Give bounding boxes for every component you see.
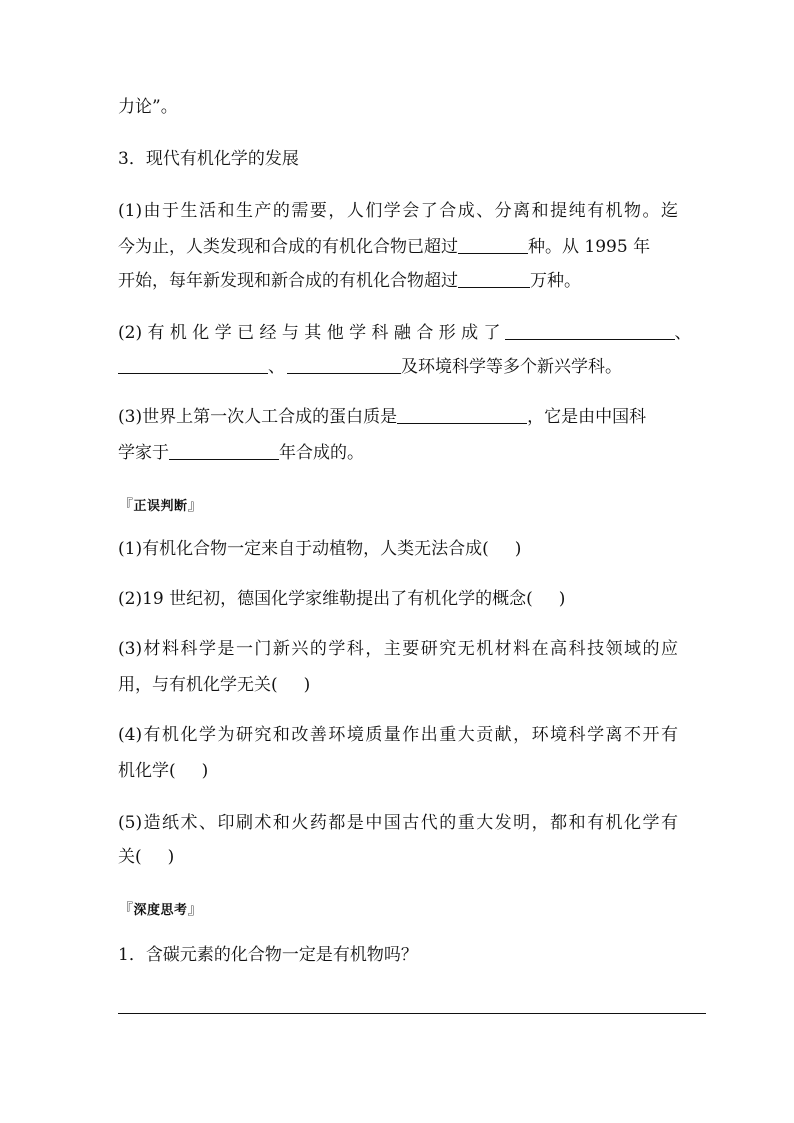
judge-item-1 xyxy=(118,538,521,560)
judge-item-3-line-1: (3)材料科学是一门新兴的学科，主要研究无机材料在高科技领域的应 xyxy=(118,639,678,659)
think-question-1: 1．含碳元素的化合物一定是有机物吗？ xyxy=(118,945,418,965)
judge-item-5-text: 关( xyxy=(118,847,142,867)
answer-blank-protein-name[interactable] xyxy=(397,406,527,424)
fill-item-3-line-1 xyxy=(118,406,646,428)
judge-item-5-line-2 xyxy=(118,846,174,868)
section-heading: 3．现代有机化学的发展 xyxy=(118,149,299,169)
think-badge-open: 『 xyxy=(118,900,134,918)
judge-item-2 xyxy=(118,588,565,610)
fill-item-1-line-3 xyxy=(118,270,581,292)
answer-blank-yearly-count[interactable] xyxy=(458,270,530,288)
fill-item-3-line-2-tail: 年合成的。 xyxy=(279,443,364,463)
fill-item-2-line-1-tail: 、 xyxy=(674,323,692,343)
judge-item-3-paren-close: ) xyxy=(303,675,311,695)
think-badge-label: 深度思考 xyxy=(133,903,188,918)
fill-item-1-line-3-tail: 万种。 xyxy=(530,271,581,291)
fill-item-3-line-2-text: 学家于 xyxy=(118,443,169,463)
judge-item-4-line-1: (4)有机化学为研究和改善环境质量作出重大贡献，环境科学离不开有 xyxy=(118,725,678,745)
judge-item-2-text: (2)19 世纪初，德国化学家维勒提出了有机化学的概念( xyxy=(118,589,533,609)
think-badge-close: 』 xyxy=(187,900,204,918)
judge-item-1-text: (1)有机化合物一定来自于动植物，人类无法合成( xyxy=(118,539,489,559)
answer-blank-synthesis-year[interactable] xyxy=(169,442,279,460)
intro-tail-text: 力论”。 xyxy=(118,97,178,117)
fill-item-1-line-2-text: 今为止，人类发现和合成的有机化合物已超过 xyxy=(118,237,458,257)
fill-item-1-line-1: (1)由于生活和生产的需要，人们学会了合成、分离和提纯有机物。迄 xyxy=(118,201,678,221)
fill-item-2-line-2 xyxy=(118,356,622,378)
fill-item-2-line-1-text: (2) 有 机 化 学 已 经 与 其 他 学 科 融 合 形 成 了 xyxy=(118,323,501,343)
judge-badge-close: 』 xyxy=(187,496,204,514)
judge-item-4-text: 机化学( xyxy=(118,761,176,781)
fill-item-2-line-1 xyxy=(118,322,692,344)
judge-item-4-paren-close: ) xyxy=(201,761,209,781)
judge-item-5-line-1: (5)造纸术、印刷术和火药都是中国古代的重大发明，都和有机化学有 xyxy=(118,813,678,833)
judge-item-2-paren-close: ) xyxy=(558,589,566,609)
answer-blank-discipline-3[interactable] xyxy=(287,356,401,374)
judge-item-3-text: 用，与有机化学无关( xyxy=(118,675,278,695)
fill-item-3-line-1-tail: ，它是由中国科 xyxy=(527,407,647,427)
answer-blank-discipline-2[interactable] xyxy=(118,356,268,374)
answer-blank-discipline-1[interactable] xyxy=(505,322,675,340)
judge-badge-label: 正误判断 xyxy=(133,499,188,514)
judge-section-badge xyxy=(118,494,203,518)
answer-line[interactable] xyxy=(118,1013,706,1014)
judge-item-5-paren-close: ) xyxy=(167,847,175,867)
think-section-badge xyxy=(118,898,203,922)
judge-badge-open: 『 xyxy=(118,496,134,514)
fill-item-1-line-2-tail: 种。从 1995 年 xyxy=(528,237,651,257)
answer-blank-compound-count[interactable] xyxy=(458,236,528,254)
fill-item-1-line-3-text: 开始，每年新发现和新合成的有机化合物超过 xyxy=(118,271,458,291)
judge-item-1-paren-close: ) xyxy=(514,539,522,559)
judge-item-4-line-2 xyxy=(118,760,208,782)
fill-item-3-line-1-text: (3)世界上第一次人工合成的蛋白质是 xyxy=(118,407,398,427)
fill-item-2-separator: 、 xyxy=(268,357,285,377)
judge-item-3-line-2 xyxy=(118,674,310,696)
fill-item-2-line-2-tail: 及环境科学等多个新兴学科。 xyxy=(401,357,622,377)
fill-item-1-line-2 xyxy=(118,236,650,258)
fill-item-3-line-2 xyxy=(118,442,364,464)
